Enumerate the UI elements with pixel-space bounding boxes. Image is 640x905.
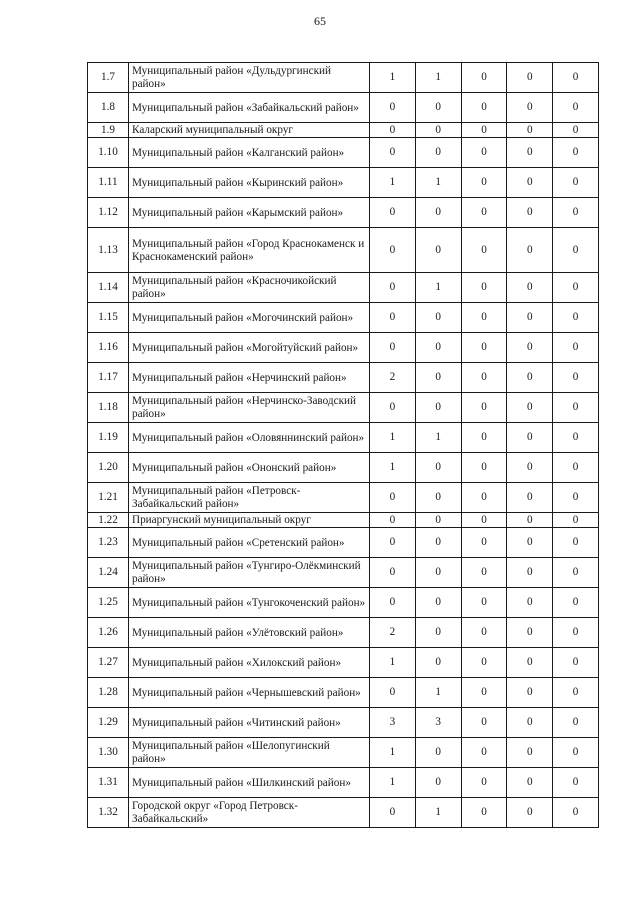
value-cell-3: 0 <box>461 423 507 453</box>
value-cell-4: 0 <box>507 63 553 93</box>
district-name-cell: Муниципальный район «Ононский район» <box>129 453 370 483</box>
district-name-cell: Муниципальный район «Калганский район» <box>129 138 370 168</box>
district-name-cell: Муниципальный район «Забайкальский район» <box>129 93 370 123</box>
table-body <box>88 63 599 828</box>
data-table <box>87 62 599 828</box>
value-cell-3: 0 <box>461 198 507 228</box>
value-cell-2: 0 <box>415 363 461 393</box>
value-cell-1: 0 <box>370 558 416 588</box>
value-cell-5: 0 <box>553 798 599 828</box>
value-cell-2: 1 <box>415 168 461 198</box>
district-name-cell: Муниципальный район «Кыринский район» <box>129 168 370 198</box>
value-cell-3: 0 <box>461 63 507 93</box>
value-cell-1: 3 <box>370 708 416 738</box>
value-cell-3: 0 <box>461 558 507 588</box>
value-cell-1: 0 <box>370 93 416 123</box>
row-number-cell: 1.10 <box>88 138 129 168</box>
table-row <box>88 423 599 453</box>
row-number-cell: 1.9 <box>88 123 129 138</box>
value-cell-5: 0 <box>553 198 599 228</box>
value-cell-2: 0 <box>415 738 461 768</box>
value-cell-1: 1 <box>370 768 416 798</box>
district-name-cell: Муниципальный район «Чернышевский район» <box>129 678 370 708</box>
district-name-cell: Муниципальный район «Читинский район» <box>129 708 370 738</box>
table-row <box>88 333 599 363</box>
value-cell-4: 0 <box>507 618 553 648</box>
value-cell-2: 0 <box>415 558 461 588</box>
row-number-cell: 1.16 <box>88 333 129 363</box>
value-cell-4: 0 <box>507 423 553 453</box>
value-cell-4: 0 <box>507 228 553 273</box>
value-cell-4: 0 <box>507 528 553 558</box>
row-number-cell: 1.23 <box>88 528 129 558</box>
row-number-cell: 1.27 <box>88 648 129 678</box>
value-cell-2: 0 <box>415 453 461 483</box>
value-cell-5: 0 <box>553 453 599 483</box>
value-cell-3: 0 <box>461 93 507 123</box>
table-row <box>88 198 599 228</box>
district-name-cell: Муниципальный район «Нерчинский район» <box>129 363 370 393</box>
value-cell-5: 0 <box>553 93 599 123</box>
row-number-cell: 1.14 <box>88 273 129 303</box>
row-number-cell: 1.22 <box>88 513 129 528</box>
value-cell-3: 0 <box>461 138 507 168</box>
value-cell-5: 0 <box>553 558 599 588</box>
value-cell-4: 0 <box>507 513 553 528</box>
value-cell-4: 0 <box>507 588 553 618</box>
table-row <box>88 63 599 93</box>
value-cell-2: 0 <box>415 303 461 333</box>
district-name-cell: Муниципальный район «Тунгиро-Олёкминский район» <box>129 558 370 588</box>
district-name-cell: Муниципальный район «Шелопугинский район» <box>129 738 370 768</box>
district-name-cell: Муниципальный район «Красночикойский район» <box>129 273 370 303</box>
value-cell-3: 0 <box>461 303 507 333</box>
value-cell-3: 0 <box>461 363 507 393</box>
value-cell-4: 0 <box>507 168 553 198</box>
table-row <box>88 738 599 768</box>
value-cell-5: 0 <box>553 648 599 678</box>
district-name-cell: Муниципальный район «Могойтуйский район» <box>129 333 370 363</box>
value-cell-5: 0 <box>553 393 599 423</box>
value-cell-4: 0 <box>507 198 553 228</box>
value-cell-4: 0 <box>507 483 553 513</box>
value-cell-5: 0 <box>553 708 599 738</box>
district-name-cell: Муниципальный район «Петровск-Забайкальский район» <box>129 483 370 513</box>
value-cell-2: 0 <box>415 198 461 228</box>
value-cell-1: 0 <box>370 513 416 528</box>
value-cell-4: 0 <box>507 123 553 138</box>
table-row <box>88 393 599 423</box>
value-cell-2: 0 <box>415 618 461 648</box>
row-number-cell: 1.31 <box>88 768 129 798</box>
value-cell-4: 0 <box>507 363 553 393</box>
value-cell-4: 0 <box>507 273 553 303</box>
table-row <box>88 303 599 333</box>
district-name-cell: Муниципальный район «Могочинский район» <box>129 303 370 333</box>
value-cell-1: 1 <box>370 168 416 198</box>
district-name-cell: Каларский муниципальный округ <box>129 123 370 138</box>
row-number-cell: 1.18 <box>88 393 129 423</box>
district-name-cell: Муниципальный район «Оловяннинский район» <box>129 423 370 453</box>
row-number-cell: 1.19 <box>88 423 129 453</box>
value-cell-5: 0 <box>553 123 599 138</box>
value-cell-2: 1 <box>415 798 461 828</box>
value-cell-5: 0 <box>553 228 599 273</box>
value-cell-2: 1 <box>415 678 461 708</box>
value-cell-1: 1 <box>370 738 416 768</box>
value-cell-3: 0 <box>461 123 507 138</box>
value-cell-1: 0 <box>370 123 416 138</box>
value-cell-5: 0 <box>553 678 599 708</box>
table-row <box>88 708 599 738</box>
value-cell-3: 0 <box>461 738 507 768</box>
value-cell-3: 0 <box>461 483 507 513</box>
value-cell-1: 0 <box>370 273 416 303</box>
value-cell-1: 1 <box>370 648 416 678</box>
row-number-cell: 1.24 <box>88 558 129 588</box>
value-cell-2: 0 <box>415 138 461 168</box>
value-cell-3: 0 <box>461 798 507 828</box>
value-cell-3: 0 <box>461 618 507 648</box>
value-cell-3: 0 <box>461 513 507 528</box>
district-name-cell: Муниципальный район «Нерчинско-Заводский район» <box>129 393 370 423</box>
value-cell-5: 0 <box>553 768 599 798</box>
value-cell-4: 0 <box>507 798 553 828</box>
value-cell-1: 0 <box>370 198 416 228</box>
table-row <box>88 93 599 123</box>
value-cell-5: 0 <box>553 63 599 93</box>
value-cell-3: 0 <box>461 708 507 738</box>
table-row <box>88 453 599 483</box>
value-cell-3: 0 <box>461 393 507 423</box>
value-cell-1: 0 <box>370 333 416 363</box>
row-number-cell: 1.21 <box>88 483 129 513</box>
page-number: 65 <box>314 14 326 28</box>
value-cell-2: 0 <box>415 393 461 423</box>
district-name-cell: Муниципальный район «Карымский район» <box>129 198 370 228</box>
value-cell-5: 0 <box>553 513 599 528</box>
value-cell-1: 0 <box>370 483 416 513</box>
district-name-cell: Муниципальный район «Город Краснокаменск и Краснокаменский район» <box>129 228 370 273</box>
value-cell-5: 0 <box>553 618 599 648</box>
value-cell-3: 0 <box>461 273 507 303</box>
value-cell-2: 1 <box>415 63 461 93</box>
value-cell-4: 0 <box>507 333 553 363</box>
row-number-cell: 1.7 <box>88 63 129 93</box>
district-name-cell: Муниципальный район «Тунгокоченский район» <box>129 588 370 618</box>
value-cell-1: 0 <box>370 393 416 423</box>
value-cell-3: 0 <box>461 228 507 273</box>
table-row <box>88 528 599 558</box>
value-cell-5: 0 <box>553 363 599 393</box>
district-name-cell: Муниципальный район «Улётовский район» <box>129 618 370 648</box>
value-cell-2: 0 <box>415 228 461 273</box>
value-cell-3: 0 <box>461 678 507 708</box>
value-cell-4: 0 <box>507 303 553 333</box>
row-number-cell: 1.25 <box>88 588 129 618</box>
district-name-cell: Городской округ «Город Петровск-Забайкальский» <box>129 798 370 828</box>
value-cell-4: 0 <box>507 393 553 423</box>
row-number-cell: 1.12 <box>88 198 129 228</box>
table-row <box>88 513 599 528</box>
value-cell-1: 0 <box>370 588 416 618</box>
value-cell-1: 0 <box>370 528 416 558</box>
value-cell-1: 0 <box>370 138 416 168</box>
table-row <box>88 648 599 678</box>
value-cell-4: 0 <box>507 678 553 708</box>
value-cell-1: 0 <box>370 798 416 828</box>
row-number-cell: 1.15 <box>88 303 129 333</box>
value-cell-3: 0 <box>461 453 507 483</box>
value-cell-5: 0 <box>553 273 599 303</box>
value-cell-4: 0 <box>507 768 553 798</box>
value-cell-1: 2 <box>370 363 416 393</box>
row-number-cell: 1.8 <box>88 93 129 123</box>
table-row <box>88 798 599 828</box>
district-name-cell: Муниципальный район «Шилкинский район» <box>129 768 370 798</box>
value-cell-4: 0 <box>507 708 553 738</box>
row-number-cell: 1.28 <box>88 678 129 708</box>
value-cell-5: 0 <box>553 168 599 198</box>
row-number-cell: 1.32 <box>88 798 129 828</box>
value-cell-5: 0 <box>553 483 599 513</box>
value-cell-3: 0 <box>461 168 507 198</box>
value-cell-2: 1 <box>415 273 461 303</box>
value-cell-2: 0 <box>415 483 461 513</box>
value-cell-2: 0 <box>415 528 461 558</box>
table-row <box>88 123 599 138</box>
value-cell-4: 0 <box>507 138 553 168</box>
value-cell-1: 0 <box>370 678 416 708</box>
value-cell-1: 0 <box>370 228 416 273</box>
district-name-cell: Муниципальный район «Дульдургинский район» <box>129 63 370 93</box>
table-row <box>88 168 599 198</box>
value-cell-2: 1 <box>415 423 461 453</box>
value-cell-4: 0 <box>507 453 553 483</box>
value-cell-3: 0 <box>461 333 507 363</box>
value-cell-3: 0 <box>461 768 507 798</box>
value-cell-5: 0 <box>553 303 599 333</box>
table-row <box>88 138 599 168</box>
value-cell-1: 0 <box>370 303 416 333</box>
value-cell-1: 2 <box>370 618 416 648</box>
table-row <box>88 228 599 273</box>
value-cell-5: 0 <box>553 423 599 453</box>
value-cell-5: 0 <box>553 738 599 768</box>
value-cell-5: 0 <box>553 333 599 363</box>
value-cell-3: 0 <box>461 528 507 558</box>
row-number-cell: 1.13 <box>88 228 129 273</box>
district-name-cell: Приаргунский муниципальный округ <box>129 513 370 528</box>
value-cell-3: 0 <box>461 648 507 678</box>
value-cell-5: 0 <box>553 138 599 168</box>
table-row <box>88 483 599 513</box>
table-row <box>88 768 599 798</box>
value-cell-5: 0 <box>553 528 599 558</box>
value-cell-1: 1 <box>370 63 416 93</box>
value-cell-4: 0 <box>507 558 553 588</box>
value-cell-2: 0 <box>415 123 461 138</box>
table-row <box>88 558 599 588</box>
value-cell-3: 0 <box>461 588 507 618</box>
table-row <box>88 588 599 618</box>
row-number-cell: 1.26 <box>88 618 129 648</box>
table-row <box>88 678 599 708</box>
value-cell-4: 0 <box>507 738 553 768</box>
row-number-cell: 1.30 <box>88 738 129 768</box>
value-cell-2: 0 <box>415 93 461 123</box>
table-row <box>88 273 599 303</box>
value-cell-2: 0 <box>415 333 461 363</box>
table-row <box>88 363 599 393</box>
value-cell-2: 3 <box>415 708 461 738</box>
value-cell-4: 0 <box>507 93 553 123</box>
value-cell-2: 0 <box>415 768 461 798</box>
row-number-cell: 1.20 <box>88 453 129 483</box>
value-cell-1: 1 <box>370 453 416 483</box>
value-cell-2: 0 <box>415 648 461 678</box>
value-cell-1: 1 <box>370 423 416 453</box>
row-number-cell: 1.29 <box>88 708 129 738</box>
row-number-cell: 1.11 <box>88 168 129 198</box>
value-cell-4: 0 <box>507 648 553 678</box>
district-name-cell: Муниципальный район «Сретенский район» <box>129 528 370 558</box>
table-row <box>88 618 599 648</box>
value-cell-2: 0 <box>415 513 461 528</box>
value-cell-2: 0 <box>415 588 461 618</box>
row-number-cell: 1.17 <box>88 363 129 393</box>
district-name-cell: Муниципальный район «Хилокский район» <box>129 648 370 678</box>
value-cell-5: 0 <box>553 588 599 618</box>
